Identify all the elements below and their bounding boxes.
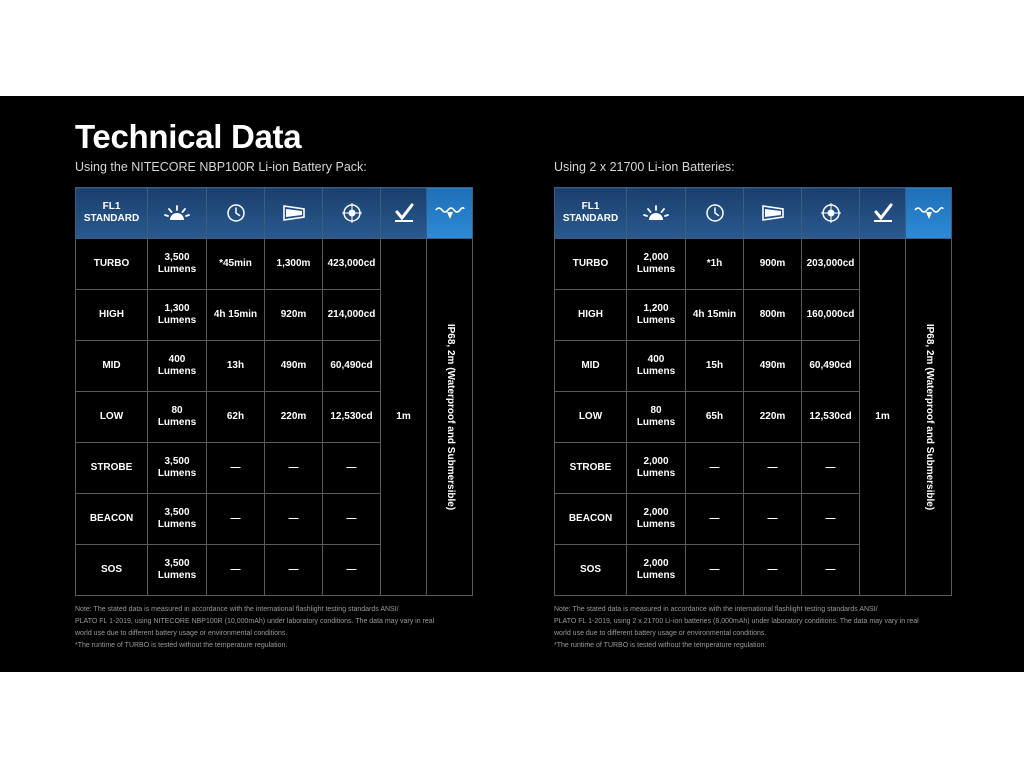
mode-cell-text: STROBE [90, 462, 133, 473]
mode-cell-text: LOW [578, 411, 603, 422]
peak-intensity-icon [341, 202, 363, 224]
runtime-cell-text: — [230, 513, 241, 524]
distance-cell-text: — [767, 462, 778, 473]
intensity-cell-text: 214,000cd [327, 309, 376, 320]
header-impact-resistance [381, 188, 427, 239]
runtime-cell [686, 494, 744, 545]
runtime-cell [686, 545, 744, 596]
runtime-cell [207, 494, 265, 545]
output-cell [148, 392, 207, 443]
header-impact-resistance [860, 188, 906, 239]
intensity-cell [802, 392, 860, 443]
intensity-cell [323, 341, 381, 392]
mode-cell-text: MID [102, 360, 121, 371]
runtime-cell [207, 392, 265, 443]
mode-cell-text: LOW [99, 411, 124, 422]
intensity-cell [323, 545, 381, 596]
runtime-cell [686, 392, 744, 443]
runtime-cell-text: *1h [706, 258, 723, 269]
distance-cell-text: 220m [280, 411, 307, 422]
intensity-cell-text: 423,000cd [327, 258, 376, 269]
output-cell-text: 1,200 Lumens [636, 303, 676, 326]
header-waterproof [906, 188, 952, 239]
distance-cell [265, 239, 323, 290]
impact-resistance-icon [393, 203, 415, 223]
distance-cell-text: 900m [759, 258, 786, 269]
mode-cell [76, 392, 148, 443]
note-line: world use due to different battery usage or environmental conditions. [75, 630, 288, 637]
intensity-cell-text: 160,000cd [806, 309, 855, 320]
mode-cell-text: BEACON [89, 513, 134, 524]
distance-cell-text: 490m [280, 360, 307, 371]
distance-cell [265, 545, 323, 596]
mode-cell [555, 290, 627, 341]
distance-cell [744, 290, 802, 341]
table-row [555, 239, 952, 290]
intensity-cell-text: — [346, 462, 357, 473]
intensity-cell-text: 60,490cd [809, 360, 852, 371]
mode-cell [555, 545, 627, 596]
waterproof-rating-text: IP68, 2m (Waterproof and Submersible) [923, 323, 935, 511]
output-cell-text: 3,500 Lumens [157, 252, 197, 275]
mode-cell-text: HIGH [99, 309, 124, 320]
intensity-cell-text: 12,530cd [809, 411, 852, 422]
mode-cell [76, 290, 148, 341]
distance-cell-text: — [288, 462, 299, 473]
mode-cell [555, 239, 627, 290]
mode-cell [76, 494, 148, 545]
distance-cell [744, 392, 802, 443]
runtime-cell-text: — [709, 462, 720, 473]
runtime-cell [207, 290, 265, 341]
intensity-cell-text: 60,490cd [330, 360, 373, 371]
intensity-cell-text: — [825, 564, 836, 575]
waterproof-icon [914, 204, 944, 222]
right-subtitle: Using 2 x 21700 Li-ion Batteries: [554, 160, 735, 174]
intensity-cell [802, 341, 860, 392]
runtime-cell [207, 239, 265, 290]
output-cell [148, 443, 207, 494]
distance-cell-text: — [288, 564, 299, 575]
output-cell-text: 1,300 Lumens [157, 303, 197, 326]
distance-cell [265, 443, 323, 494]
impact-resistance-cell-text: 1m [875, 411, 890, 422]
header-peak-intensity [323, 188, 381, 239]
runtime-cell-text: — [709, 513, 720, 524]
output-cell [627, 494, 686, 545]
mode-cell-text: BEACON [568, 513, 613, 524]
mode-cell-text: TURBO [93, 258, 130, 269]
header-fl1-standard [76, 188, 148, 239]
mode-cell [76, 239, 148, 290]
intensity-cell-text: — [346, 513, 357, 524]
light-output-icon [643, 204, 669, 222]
intensity-cell [802, 494, 860, 545]
runtime-cell [207, 341, 265, 392]
intensity-cell [323, 239, 381, 290]
mode-cell [555, 494, 627, 545]
header-fl1-standard [555, 188, 627, 239]
note-line: world use due to different battery usage or environmental conditions. [554, 630, 767, 637]
distance-cell-text: 490m [759, 360, 786, 371]
output-cell [627, 341, 686, 392]
light-output-icon [164, 204, 190, 222]
waterproof-rating-text: IP68, 2m (Waterproof and Submersible) [444, 323, 456, 511]
header-runtime-clock [686, 188, 744, 239]
output-cell-text: 400 Lumens [157, 354, 197, 377]
runtime-cell [207, 545, 265, 596]
left-note [75, 604, 475, 652]
output-cell [627, 290, 686, 341]
mode-cell [555, 392, 627, 443]
intensity-cell [802, 443, 860, 494]
left-subtitle: Using the NITECORE NBP100R Li-ion Battery Pack: [75, 160, 367, 174]
intensity-cell [323, 392, 381, 443]
header-fl1-standard-text: FL1 STANDARD [83, 201, 140, 224]
output-cell [148, 494, 207, 545]
note-line: PLATO FL 1-2019, using 2 x 21700 Li-ion batteries (8,000mAh) under laboratory conditions. The data may vary in real [554, 618, 919, 625]
runtime-cell-text: 62h [226, 411, 245, 422]
mode-cell [76, 341, 148, 392]
intensity-cell-text: — [346, 564, 357, 575]
runtime-clock-icon [226, 203, 246, 223]
note-line: *The runtime of TURBO is tested without the temperature regulation. [554, 642, 767, 649]
runtime-cell-text: 65h [705, 411, 724, 422]
output-cell [627, 443, 686, 494]
mode-cell [76, 545, 148, 596]
runtime-cell [686, 239, 744, 290]
distance-cell-text: 220m [759, 411, 786, 422]
intensity-cell [802, 545, 860, 596]
runtime-cell-text: 13h [226, 360, 245, 371]
runtime-cell-text: *45min [219, 258, 252, 269]
intensity-cell [802, 239, 860, 290]
intensity-cell [323, 443, 381, 494]
note-line: PLATO FL 1-2019, using NITECORE NBP100R (10,000mAh) under laboratory conditions. The data may vary in real [75, 618, 435, 625]
intensity-cell-text: 203,000cd [806, 258, 855, 269]
output-cell-text: 2,000 Lumens [636, 456, 676, 479]
table-row [76, 239, 473, 290]
note-line: *The runtime of TURBO is tested without the temperature regulation. [75, 642, 288, 649]
mode-cell [555, 341, 627, 392]
peak-intensity-icon [820, 202, 842, 224]
output-cell [627, 239, 686, 290]
output-cell-text: 80 Lumens [636, 405, 676, 428]
runtime-cell [686, 443, 744, 494]
distance-cell-text: — [767, 564, 778, 575]
header-runtime-clock [207, 188, 265, 239]
output-cell-text: 3,500 Lumens [157, 456, 197, 479]
distance-cell [265, 392, 323, 443]
distance-cell [744, 545, 802, 596]
distance-cell [265, 341, 323, 392]
header-fl1-standard-text: FL1 STANDARD [562, 201, 619, 224]
output-cell [148, 239, 207, 290]
right-spec-table [554, 187, 952, 596]
intensity-cell-text: — [825, 462, 836, 473]
output-cell-text: 2,000 Lumens [636, 507, 676, 530]
distance-cell-text: 800m [759, 309, 786, 320]
runtime-cell-text: — [230, 564, 241, 575]
waterproof-cell [906, 239, 952, 596]
runtime-cell [686, 341, 744, 392]
waterproof-cell [427, 239, 473, 596]
output-cell-text: 2,000 Lumens [636, 252, 676, 275]
header-row [76, 188, 473, 239]
impact-resistance-cell [381, 239, 427, 596]
distance-cell-text: 920m [280, 309, 307, 320]
distance-cell [744, 494, 802, 545]
output-cell-text: 2,000 Lumens [636, 558, 676, 581]
header-beam-distance [744, 188, 802, 239]
runtime-cell-text: 4h 15min [213, 309, 258, 320]
header-peak-intensity [802, 188, 860, 239]
intensity-cell [802, 290, 860, 341]
runtime-cell-text: — [230, 462, 241, 473]
mode-cell [555, 443, 627, 494]
output-cell [627, 545, 686, 596]
distance-cell-text: — [767, 513, 778, 524]
header-waterproof [427, 188, 473, 239]
note-line: Note: The stated data is measured in accordance with the international flashlight testing standards ANSI/ [554, 606, 878, 613]
waterproof-icon [435, 204, 465, 222]
distance-cell [744, 341, 802, 392]
distance-cell [265, 494, 323, 545]
output-cell-text: 3,500 Lumens [157, 507, 197, 530]
impact-resistance-cell-text: 1m [396, 411, 411, 422]
mode-cell-text: STROBE [569, 462, 612, 473]
header-light-output [627, 188, 686, 239]
intensity-cell-text: — [825, 513, 836, 524]
mode-cell-text: SOS [579, 564, 602, 575]
runtime-clock-icon [705, 203, 725, 223]
note-line: Note: The stated data is measured in accordance with the international flashlight testing standards ANSI/ [75, 606, 399, 613]
runtime-cell [686, 290, 744, 341]
runtime-cell-text: 15h [705, 360, 724, 371]
distance-cell [744, 443, 802, 494]
intensity-cell [323, 494, 381, 545]
intensity-cell-text: 12,530cd [330, 411, 373, 422]
distance-cell [744, 239, 802, 290]
header-beam-distance [265, 188, 323, 239]
beam-distance-icon [761, 204, 785, 222]
output-cell-text: 400 Lumens [636, 354, 676, 377]
left-spec-table [75, 187, 473, 596]
mode-cell-text: SOS [100, 564, 123, 575]
output-cell [148, 545, 207, 596]
mode-cell-text: MID [581, 360, 600, 371]
output-cell [148, 341, 207, 392]
runtime-cell-text: — [709, 564, 720, 575]
impact-resistance-icon [872, 203, 894, 223]
right-note [554, 604, 954, 652]
mode-cell-text: TURBO [572, 258, 609, 269]
intensity-cell [323, 290, 381, 341]
output-cell-text: 3,500 Lumens [157, 558, 197, 581]
output-cell [148, 290, 207, 341]
impact-resistance-cell [860, 239, 906, 596]
distance-cell-text: 1,300m [276, 258, 311, 269]
header-row [555, 188, 952, 239]
beam-distance-icon [282, 204, 306, 222]
distance-cell-text: — [288, 513, 299, 524]
mode-cell-text: HIGH [578, 309, 603, 320]
page-title: Technical Data [75, 118, 302, 155]
output-cell [627, 392, 686, 443]
header-light-output [148, 188, 207, 239]
mode-cell [76, 443, 148, 494]
distance-cell [265, 290, 323, 341]
runtime-cell-text: 4h 15min [692, 309, 737, 320]
output-cell-text: 80 Lumens [157, 405, 197, 428]
runtime-cell [207, 443, 265, 494]
